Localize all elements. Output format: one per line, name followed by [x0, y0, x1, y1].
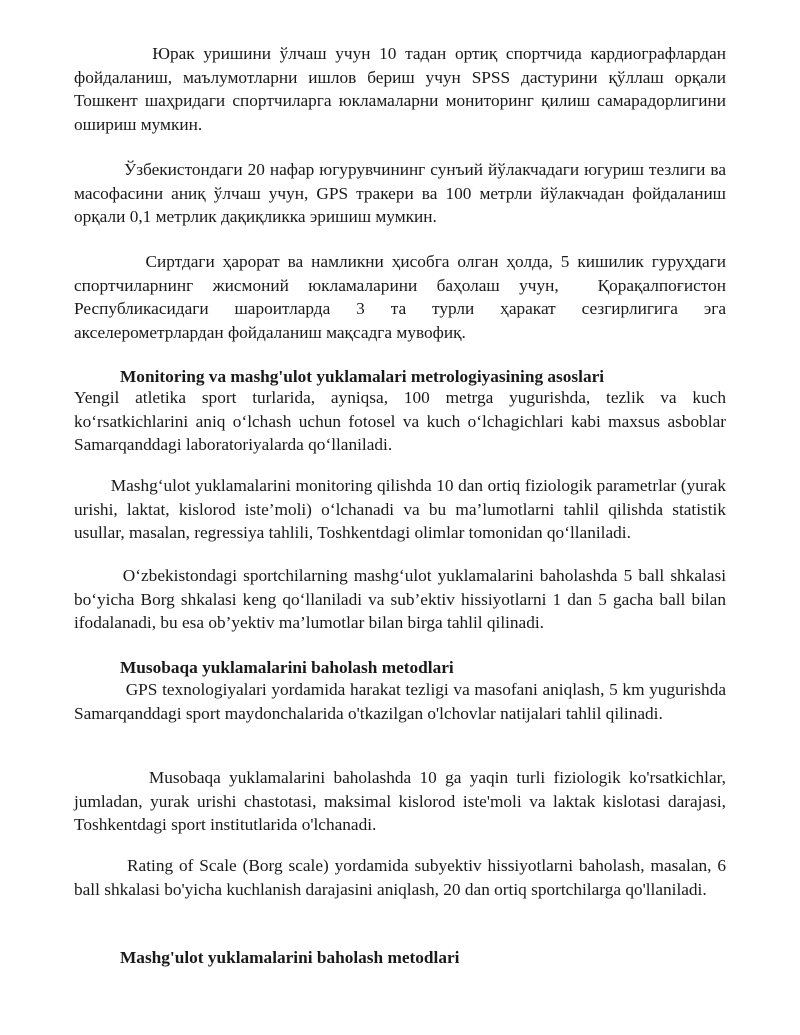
paragraph-heart-rate-cardiographs: Юрак уришини ўлчаш учун 10 тадан ортиқ спортчида кардиографлардан фойдаланиш, маълумотларни ишлов бериш учун SPSS дастурини қўллаш орқали Тошкент шаҳридаги спортчиларга юкламаларни мониторинг қилиш самарадорлигини ошириш мумкин.: [74, 44, 731, 134]
section-heading-monitoring: Monitoring va mashg'ulot yuklamalari metrologiyasining asoslari: [120, 367, 605, 386]
paragraph-competition-indicators: Musobaqa yuklamalarini baholashda 10 ga yaqin turli fiziologik ko'rsatkichlar, jumladan, yurak urishi chastotasi, maksimal kislorod iste'moli va laktak kislotasi darajasi, Toshkentdagi sport institutlarida o'lchanadi.: [74, 768, 731, 835]
paragraph-gps-technologies: GPS texnologiyalari yordamida harakat tezligi va masofani aniqlash, 5 km yugurishda Samarqanddagi sport maydonchalarida o'tkazilgan o'lchovlar natijalari tahlil qilinadi.: [74, 680, 735, 723]
paragraph-rating-of-scale: Rating of Scale (Borg scale) yordamida subyektiv hissiyotlarni baholash, masalan, 6 ball shkalasi bo'yicha kuchlanish darajasini aniqlash, 20 dan ortiq sportchilarga qo'llaniladi.: [74, 856, 731, 899]
section-heading-training-loads: Mashg'ulot yuklamalarini baholash metodlari: [120, 948, 460, 967]
paragraph-gps-treadmill: Ўзбекистондаги 20 нафар югурувчининг сунъий йўлакчадаги югуриш тезлиги ва масофасини аниқ ўлчаш учун, GPS тракери ва 100 метрли йўлакчадан фойдаланиш орқали 0,1 метрлик дақиқликка эришиш мумкин.: [74, 160, 731, 227]
paragraph-physiological-parameters: Mashg‘ulot yuklamalarini monitoring qilishda 10 dan ortiq fiziologik parametrlar (yurak urishi, laktat, kislorod iste’moli) o‘lchanadi va bu ma’lumotlarni tahlil qilishda statistik usullar, masalan, regressiya tahlili, Toshkentdagi olimlar tomonidan qo‘llaniladi.: [74, 476, 731, 543]
paragraph-athletics-instruments: Yengil atletika sport turlarida, ayniqsa, 100 metrga yugurishda, tezlik va kuch ko‘rsatkichlarini aniq o‘lchash uchun fotosel va kuch o‘lchagichlari kabi maxsus asboblar Samarqanddagi laboratoriyalarda qo‘llaniladi.: [74, 388, 731, 455]
section-heading-competition-loads: Musobaqa yuklamalarini baholash metodlari: [120, 658, 454, 677]
paragraph-borg-scale: O‘zbekistondagi sportchilarning mashg‘ulot yuklamalarini baholashda 5 ball shkalasi bo‘yicha Borg shkalasi keng qo‘llaniladi va sub’ektiv hissiyotlarni 1 dan 5 gacha ball bilan ifodalanadi, bu esa ob’yektiv ma’lumotlar bilan birga tahlil qilinadi.: [74, 566, 731, 633]
paragraph-accelerometers: Сиртдаги ҳарорат ва намликни ҳисобга олган ҳолда, 5 кишилик гуруҳдаги спортчиларнинг жисмоний юкламаларини баҳолаш учун, Қорақалпоғистон Республикасидаги шароитларда 3 та турли ҳаракат сезгирлигига эга акселерометрлардан фойдаланиш мақсадга мувофиқ.: [74, 252, 731, 342]
